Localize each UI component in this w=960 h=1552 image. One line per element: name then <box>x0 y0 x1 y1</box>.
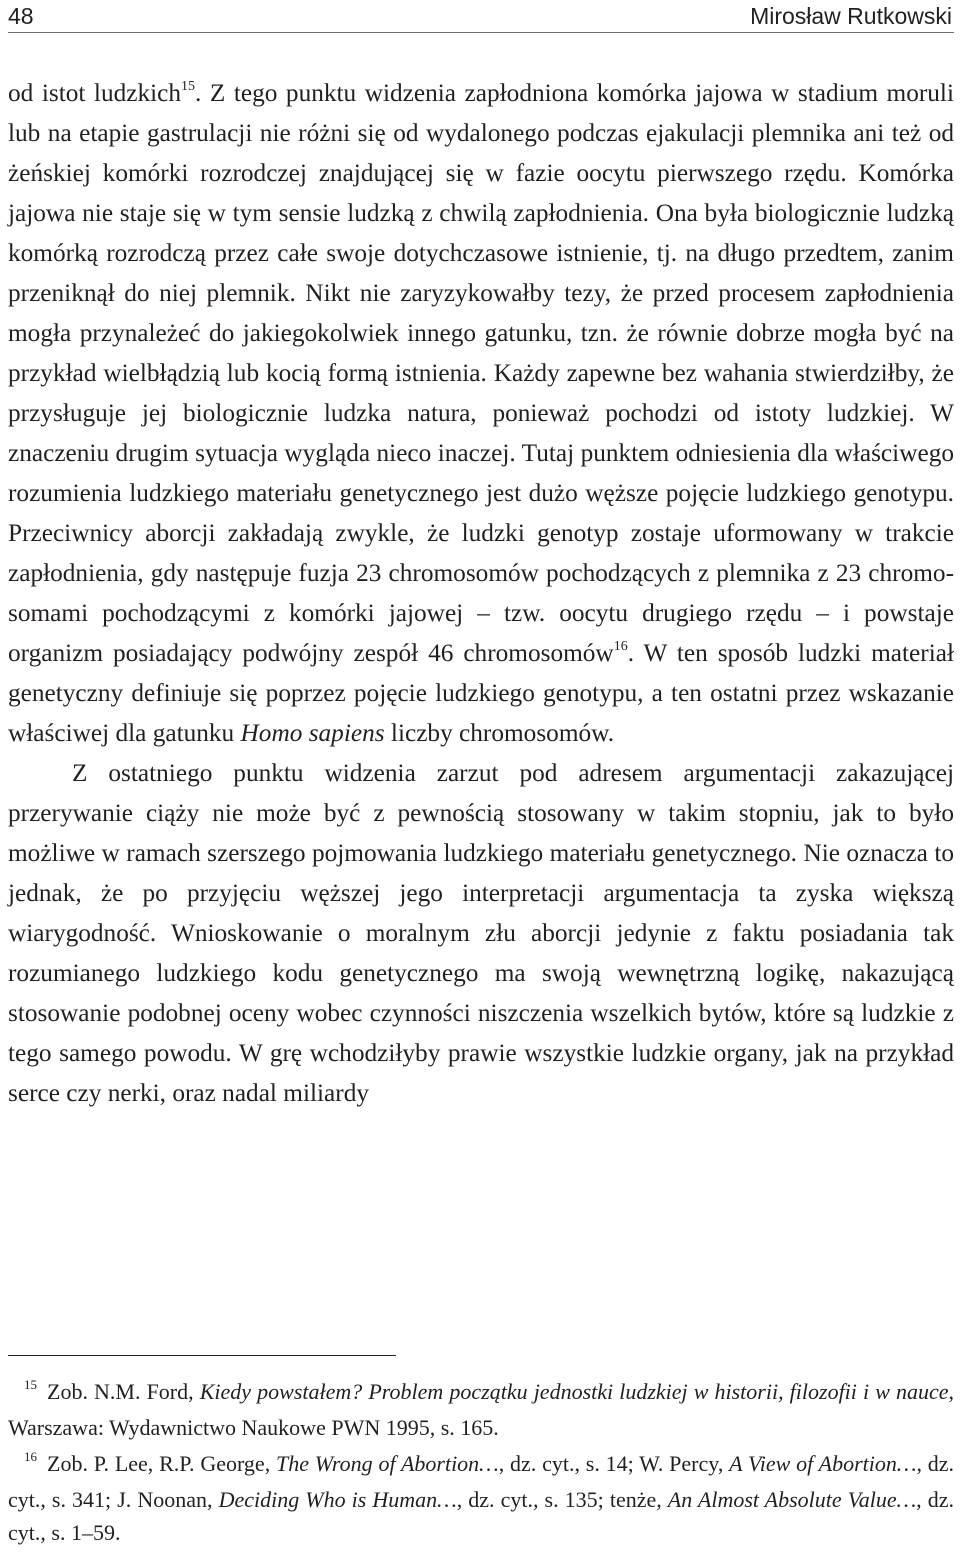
species-name: Homo sapiens <box>240 719 385 747</box>
footnote-16 <box>8 1447 954 1549</box>
footnote-15-text-b: , Warszawa: Wydawnictwo Naukowe PWN 1995, s. 165. <box>8 1379 954 1440</box>
footnote-16-title-4: An Almost Absolute Value… <box>667 1487 917 1512</box>
footnote-16-text-e: , dz. cyt., s. 1–59. <box>8 1487 954 1545</box>
footnote-16-text-c: , dz. cyt., s. 341; J. Noonan, <box>8 1451 955 1512</box>
page-number: 48 <box>8 3 34 29</box>
footnote-15-text-a: Zob. N.M. Ford, <box>47 1379 200 1404</box>
footnote-16-title-2: A View of Abortion… <box>729 1451 917 1476</box>
footnote-separator <box>8 1355 396 1356</box>
paragraph-2: Z ostatniego punktu widzenia zarzut pod adresem argumentacji zakazującej przerywanie ciąży nie może być z pewnością stosowany w takim stopniu, jak to było możliwe w ramach szerszego pojmowania ludzkiego materiału genetycznego. Nie oznacza to jednak, że po przyjęciu węższej jego interpretacji argumentacja ta zyska większą wiarygodność. Wnioskowanie o moralnym złu aborcji jedynie z faktu posiadania tak rozumianego ludzkiego kodu genetycznego ma swoją wewnętrzną logikę, nakazującą stosowanie podobnej oceny wobec czynności niszczenia wszelkich bytów, które są ludzkie z tego samego powodu. W grę wchodziłyby prawie wszystkie ludzkie organy, jak na przykład serce czy nerki, oraz nadal miliardy <box>8 759 954 1107</box>
paragraph-1 <box>8 73 954 753</box>
paragraph-1-text-d: liczby chromosomów. <box>384 719 615 747</box>
footnote-16-text-d: , dz. cyt., s. 135; tenże, <box>456 1487 668 1512</box>
paragraph-1-text-b: . Z tego punktu widzenia zapłodniona komórka jajowa w stadium moruli lub na etapie gastrulacji nie różni się od wydalonego podczas ejakulacji plemnika ani też od żeńskiej komórki rozrodczej znajdującej się w fazie oocytu pierwszego rzędu. Komórka jajowa nie staje się w tym sensie ludzką z chwilą zapłodnienia. Ona była biologicznie ludzką komórką rozrodczą przez całe swoje dotychczasowe istnienie, tj. na długo przedtem, zanim przeniknął do niej plemnik. Nikt nie zaryzykowałby tezy, że przed procesem zapłodnienia mogła przynależeć do jakiegokolwiek innego gatunku, tzn. że równie dobrze mogła być na przykład wielbłądzią lub kocią formą istnienia. Każdy zapewne bez wahania stwierdziłby, że przysługuje jej biologicznie ludzka natura, ponieważ pochodzi od istoty ludzkiej. W znaczeniu drugim sytuacja wygląda nieco inaczej. Tutaj punktem odniesienia dla właściwego rozumienia ludzkiego materiału genetycznego jest dużo węższe pojęcie ludzkiego genotypu. Przeciwnicy aborcji zakładają zwykle, że ludzki genotyp zostaje uformowany w trakcie zapłodnienia, gdy następuje fuzja 23 chromosomów pochodzących z plemnika z 23 chromosomami pochodzącymi z komórki jajowej – tzw. oocytu drugiego rzędu – i powstaje organizm posiadający podwójny zespół 46 chromosomów <box>8 79 954 667</box>
footnotes <box>8 1375 954 1552</box>
paragraph-1-text-c: . W ten sposób ludzki materiał genetyczny definiuje się poprzez pojęcie ludzkiego genotypu, a ten ostatni przez wskazanie właściwej dla gatunku <box>8 639 954 747</box>
footnote-16-title-1: The Wrong of Abortion… <box>276 1451 499 1476</box>
running-head <box>8 0 954 33</box>
footnote-number: 15 <box>24 1377 37 1392</box>
footnote-ref-15[interactable]: 15 <box>181 79 196 94</box>
paragraph-1-text-a: od istot ludzkich <box>8 79 182 107</box>
footnote-ref-16[interactable]: 16 <box>613 639 628 654</box>
footnote-number: 16 <box>24 1449 37 1464</box>
footnote-15 <box>8 1375 954 1444</box>
footnote-15-title: Kiedy powstałem? Problem początku jednostki ludzkiej w historii, filozofii i w nauce <box>199 1379 949 1404</box>
footnote-16-title-3: Deciding Who is Human… <box>218 1487 457 1512</box>
footnote-16-text-a: Zob. P. Lee, R.P. George, <box>47 1451 276 1476</box>
running-head-author: Mirosław Rutkowski <box>750 3 952 29</box>
main-text <box>8 73 954 1113</box>
footnote-16-text-b: , dz. cyt., s. 14; W. Percy, <box>498 1451 730 1476</box>
